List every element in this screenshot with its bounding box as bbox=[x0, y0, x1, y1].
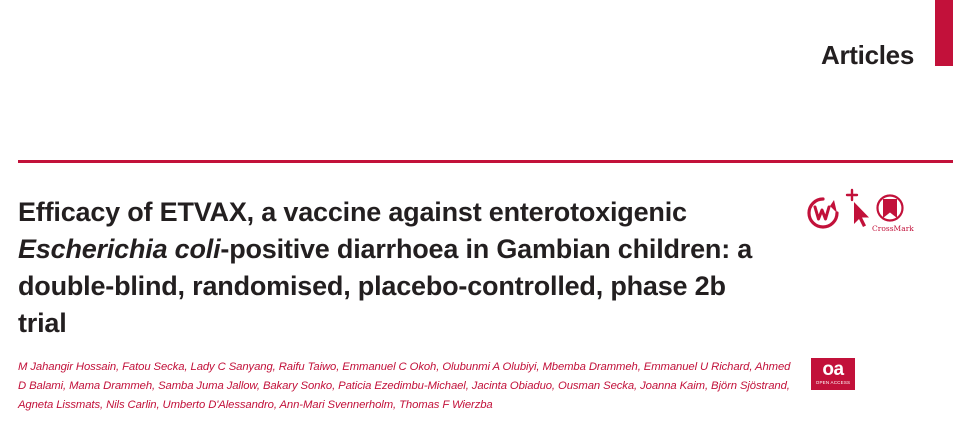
oa-logo-text: oa bbox=[822, 359, 844, 380]
article-title bbox=[18, 194, 778, 342]
article-tools bbox=[806, 188, 916, 238]
section-label: Articles bbox=[821, 40, 914, 70]
title-part-1: Efficacy of ETVAX, a vaccine against enterotoxigenic bbox=[18, 197, 687, 227]
title-part-2: -positive diarrhoea in Gambian children: a double-blind, randomised, placebo-controlled, phase 2b trial bbox=[18, 234, 753, 338]
w-icon[interactable] bbox=[806, 196, 840, 230]
open-access-badge[interactable] bbox=[811, 358, 855, 390]
brand-color-bar bbox=[935, 0, 953, 66]
title-italic-species: Escherichia coli bbox=[18, 234, 221, 264]
crossmark-label: CrossMark bbox=[872, 224, 914, 233]
oa-logo-subtext: OPEN ACCESS bbox=[815, 380, 851, 385]
cursor-plus-icon[interactable] bbox=[842, 188, 874, 228]
crossmark-icon[interactable] bbox=[874, 194, 906, 222]
header-divider bbox=[18, 160, 953, 163]
author-list: M Jahangir Hossain, Fatou Secka, Lady C Sanyang, Raifu Taiwo, Emmanuel C Okoh, Olubunmi A Olubiyi, Mbemba Drammeh, Emmanuel U Richard, Ahmed D Balami, Mama Drammeh, Samba Juma Jallow, Bakary Sonko, Paticia Ezedimbu-Michael, Jacinta Obiaduo, Ousman Secka, Joanna Kaim, Björn Sjöstrand, Agneta Lissmats, Nils Carlin, Umberto D'Alessandro, Ann-Mari Svennerholm, Thomas F Wierzba bbox=[18, 361, 791, 411]
